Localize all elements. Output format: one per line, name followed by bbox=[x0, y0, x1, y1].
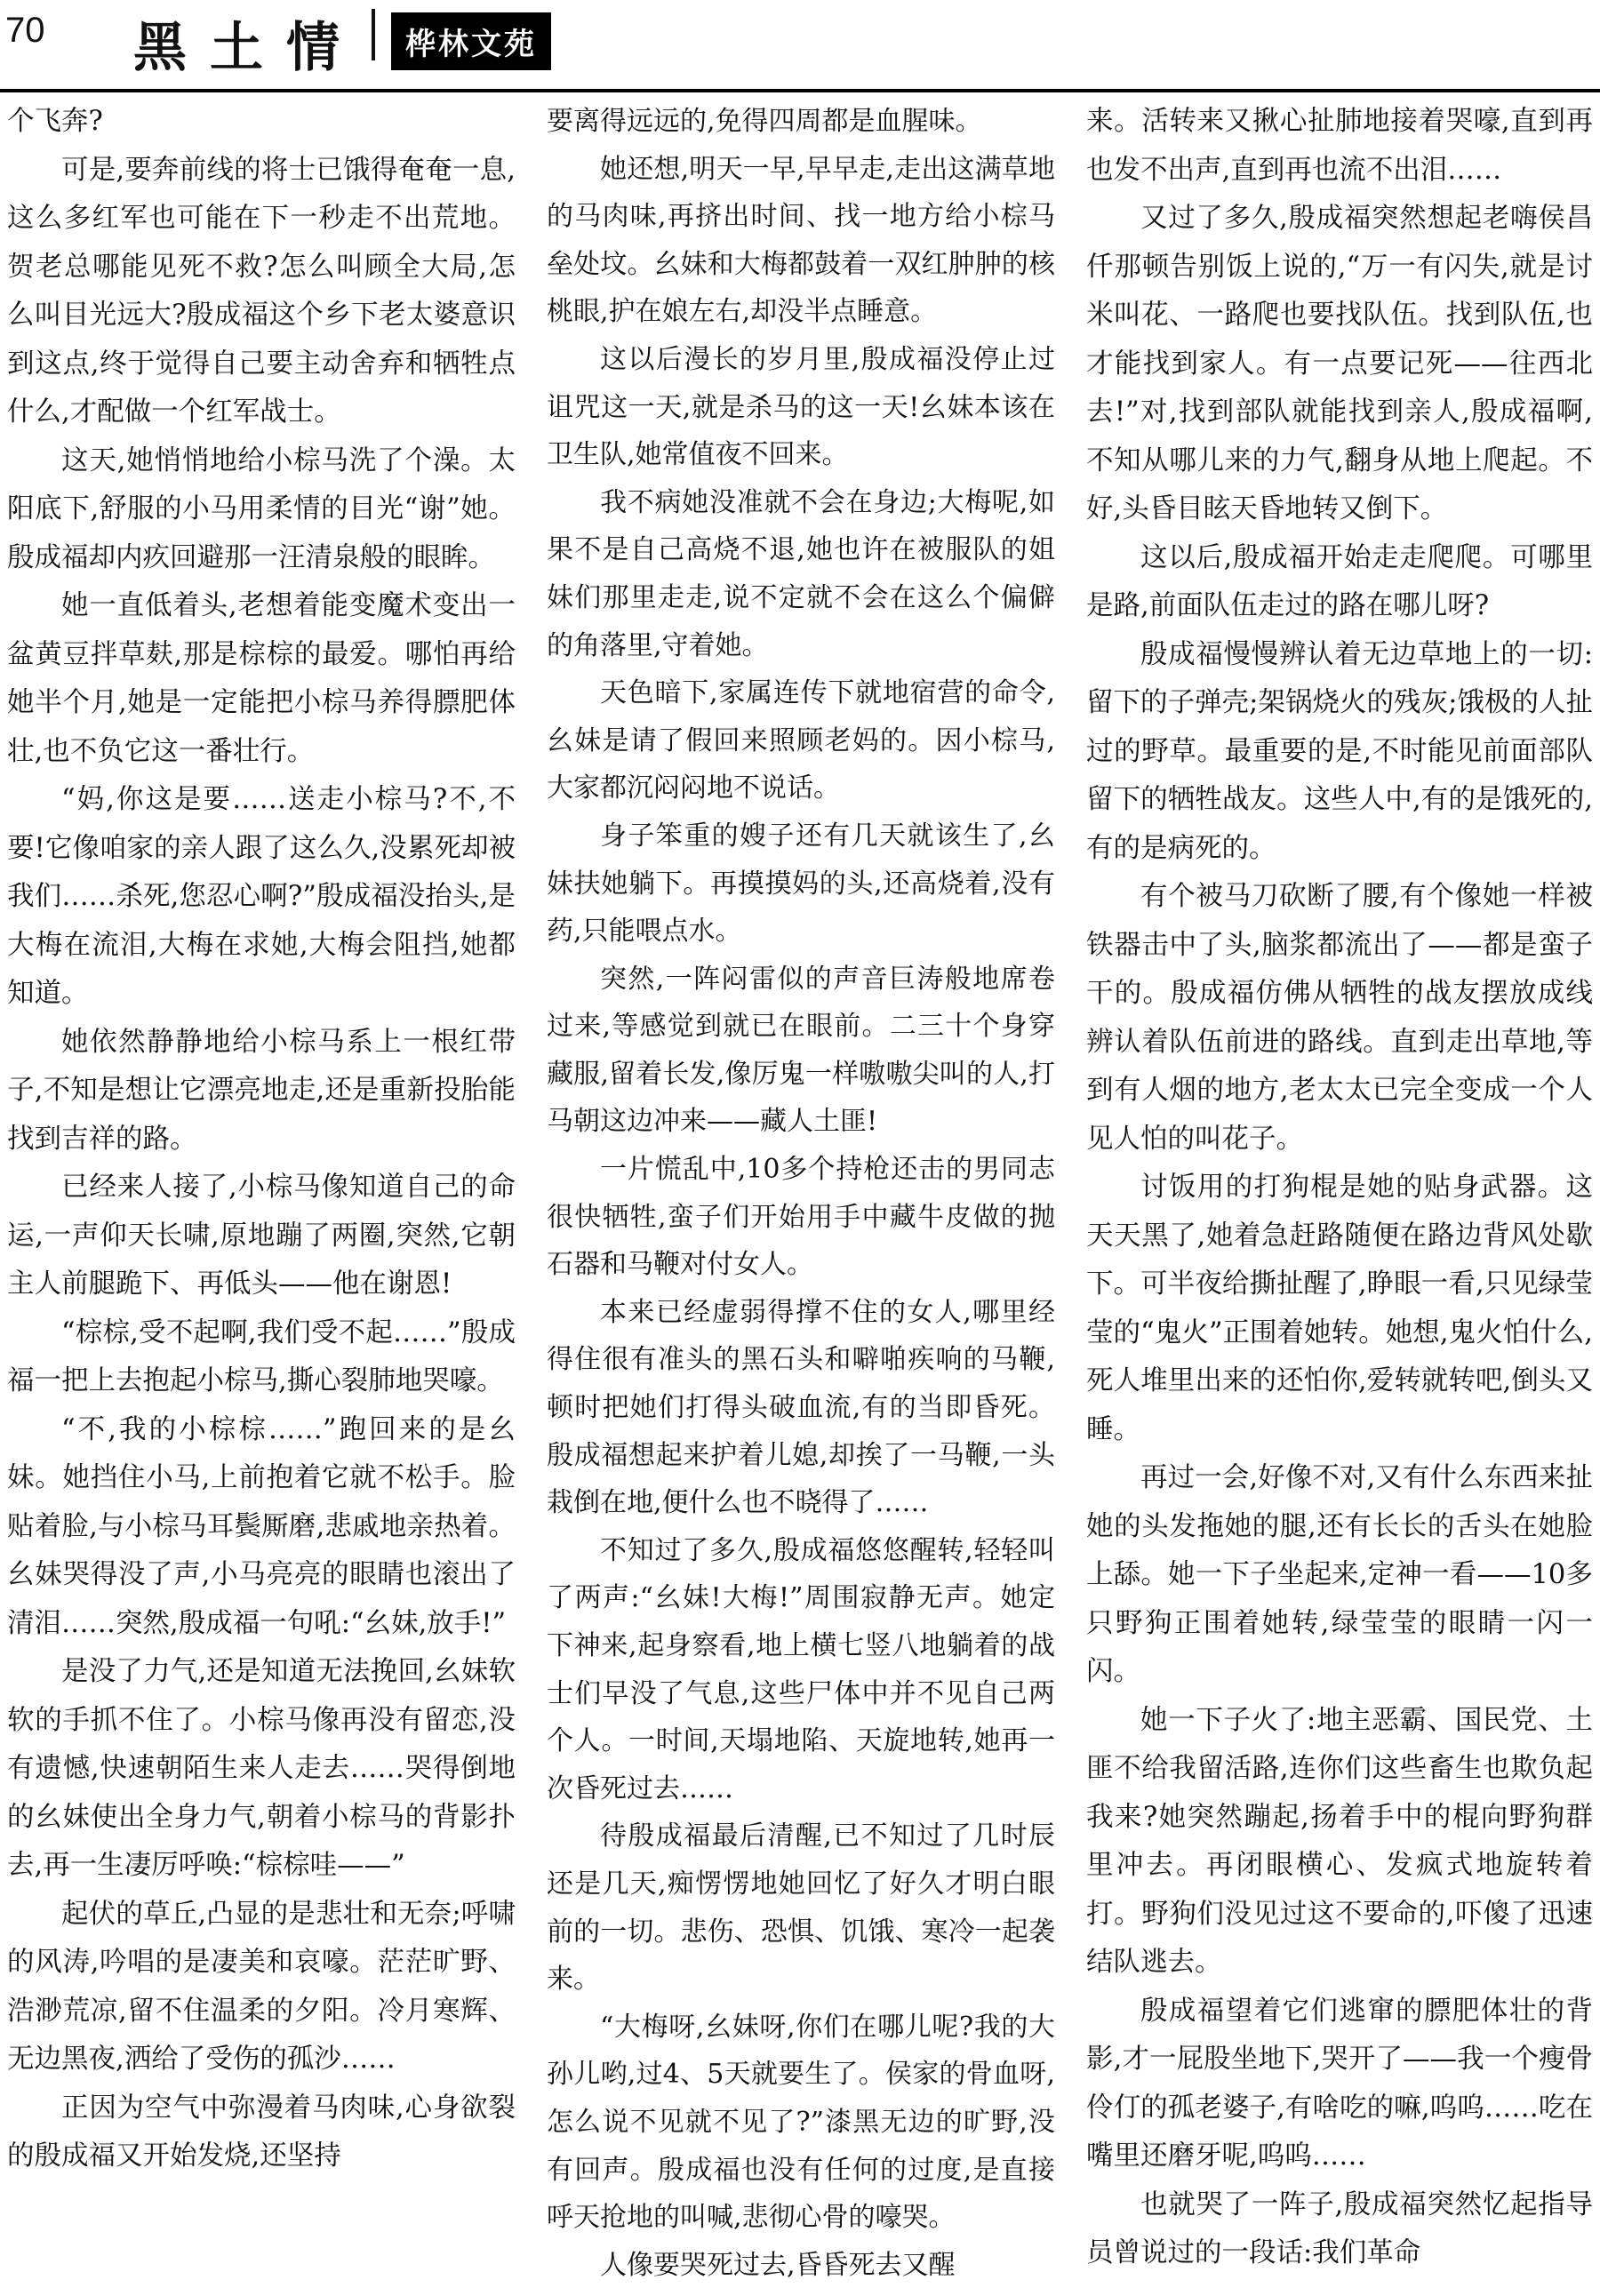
paragraph: 殷成福慢慢辨认着无边草地上的一切:留下的子弹壳;架锅烧火的残灰;饿极的人扯过的野草。最重要的是,不时能见前面部队留下的牺牲战友。这些人中,有的是饿死的,有的是病死的。 bbox=[1086, 638, 1593, 864]
paragraph: 不知过了多久,殷成福悠悠醒转,轻轻叫了两声:“幺妹!大梅!”周围寂静无声。她定下神来,起身察看,地上横七竖八地躺着的战士们早没了气息,这些尸体中并不见自己两个人。一时间,天塌地陷、天旋地转,她再一次昏死过去…… bbox=[547, 1534, 1055, 1804]
page-number: 70 bbox=[5, 11, 45, 50]
paragraph: 要离得远远的,免得四周都是血腥味。 bbox=[547, 106, 982, 137]
paragraph: 突然,一阵闷雷似的声音巨涛般地席卷过来,等感觉到就已在眼前。二三十个身穿藏服,留着长发,像厉鬼一样嗷嗷尖叫的人,打马朝这边冲来——藏人土匪! bbox=[547, 963, 1055, 1138]
paragraph: 人像要哭死过去,昏昏死去又醒 bbox=[600, 2249, 956, 2281]
text-column-left bbox=[7, 98, 516, 2181]
page-header bbox=[0, 0, 1600, 107]
paragraph: 身子笨重的嫂子还有几天就该生了,幺妹扶她躺下。再摸摸妈的头,还高烧着,没有药,只能喂点水。 bbox=[547, 820, 1055, 948]
paragraph: 她还想,明天一早,早早走,走出这满草地的马肉味,再挤出时间、找一地方给小棕马垒处坟。幺妹和大梅都鼓着一双红肿肿的核桃眼,护在娘左右,却没半点睡意。 bbox=[547, 153, 1055, 328]
paragraph: 已经来人接了,小棕马像知道自己的命运,一声仰天长啸,原地蹦了两圈,突然,它朝主人前腿跪下、再低头——他在谢恩! bbox=[7, 1172, 516, 1300]
magazine-title: 黑土情 bbox=[133, 17, 363, 79]
paragraph: “棕棕,受不起啊,我们受不起……”殷成福一把上去抱起小棕马,撕心裂肺地哭嚎。 bbox=[7, 1316, 516, 1396]
paragraph: “大梅呀,幺妹呀,你们在哪儿呢?我的大孙儿哟,过4、5天就要生了。侯家的骨血呀,怎么说不见就不见了?”漆黑无边的旷野,没有回声。殷成福也没有任何的过度,是直接呼天抢地的叫喊,悲彻心骨的嚎哭。 bbox=[547, 2011, 1055, 2234]
paragraph: 也就哭了一阵子,殷成福突然忆起指导员曾说过的一段话:我们革命 bbox=[1086, 2188, 1593, 2268]
section-tag: 桦林文苑 bbox=[391, 12, 551, 70]
paragraph: 殷成福望着它们逃窜的膘肥体壮的背影,才一屁股坐地下,哭开了——我一个瘦骨伶仃的孤老婆子,有啥吃的嘛,呜呜……吃在嘴里还磨牙呢,呜呜…… bbox=[1086, 1995, 1593, 2172]
paragraph: 本来已经虚弱得撑不住的女人,哪里经得住很有准头的黑石头和噼啪疾响的马鞭,顿时把她们打得头破血流,有的当即昏死。殷成福想起来护着儿媳,却挨了一马鞭,一头栽倒在地,便什么也不晓得了…… bbox=[547, 1296, 1055, 1519]
paragraph: 正因为空气中弥漫着马肉味,心身欲裂的殷成福又开始发烧,还坚持 bbox=[7, 2092, 516, 2172]
paragraph: 可是,要奔前线的将士已饿得奄奄一息,这么多红军也可能在下一秒走不出荒地。贺老总哪能见死不救?怎么叫顾全大局,怎么叫目光远大?殷成福这个乡下老太婆意识到这点,终于觉得自己要主动舍弃和牺牲点什么,才配做一个红军战士。 bbox=[7, 154, 516, 428]
paragraph: 我不病她没准就不会在身边;大梅呢,如果不是自己高烧不退,她也许在被服队的姐妹们那里走走,说不定就不会在这么个偏僻的角落里,守着她。 bbox=[547, 486, 1055, 661]
paragraph: “妈,你这是要……送走小棕马?不,不要!它像咱家的亲人跟了这么久,没累死却被我们……杀死,您忍心啊?”殷成福没抬头,是大梅在流泪,大梅在求她,大梅会阻挡,她都知道。 bbox=[7, 784, 516, 1009]
paragraph: 这以后,殷成福开始走走爬爬。可哪里是路,前面队伍走过的路在哪儿呀? bbox=[1086, 541, 1593, 621]
paragraph: 来。活转来又揪心扯肺地接着哭嚎,直到再也发不出声,直到再也流不出泪…… bbox=[1086, 106, 1593, 186]
paragraph: 这以后漫长的岁月里,殷成福没停止过诅咒这一天,就是杀马的这一天!幺妹本该在卫生队,她常值夜不回来。 bbox=[547, 343, 1055, 471]
header-separator bbox=[372, 9, 375, 60]
paragraph: 待殷成福最后清醒,已不知过了几时辰还是几天,痴愣愣地她回忆了好久才明白眼前的一切。悲伤、恐惧、饥饿、寒冷一起袭来。 bbox=[547, 1820, 1055, 1996]
paragraph: 这天,她悄悄地给小棕马洗了个澡。太阳底下,舒服的小马用柔情的目光“谢”她。殷成福却内疚回避那一汪清泉般的眼眸。 bbox=[7, 444, 516, 573]
paragraph: “不,我的小棕棕……”跑回来的是幺妹。她挡住小马,上前抱着它就不松手。脸贴着脸,与小棕马耳鬓厮磨,悲戚地亲热着。幺妹哭得没了声,小马亮亮的眼睛也滚出了清泪……突然,殷成福一句吼:“幺妹,放手!” bbox=[7, 1413, 516, 1639]
paragraph: 又过了多久,殷成福突然想起老嗨侯昌仟那顿告别饭上说的,“万一有闪失,就是讨米叫花、一路爬也要找队伍。找到队伍,也才能找到家人。有一点要记死——往西北去!”对,找到部队就能找到亲人,殷成福啊,不知从哪儿来的力气,翻身从地上爬起。不好,头昏目眩天昏地转又倒下。 bbox=[1086, 203, 1593, 524]
paragraph: 她一直低着头,老想着能变魔术变出一盆黄豆拌草麸,那是棕棕的最爱。哪怕再给她半个月,她是一定能把小棕马养得膘肥体壮,也不负它这一番壮行。 bbox=[7, 590, 516, 767]
paragraph: 一片慌乱中,10多个持枪还击的男同志很快牺牲,蛮子们开始用手中藏牛皮做的抛石器和马鞭对付女人。 bbox=[547, 1154, 1055, 1281]
text-column-right bbox=[1086, 98, 1593, 2278]
text-column-middle bbox=[547, 98, 1055, 2289]
paragraph: 再过一会,好像不对,又有什么东西来扯她的头发拖她的腿,还有长长的舌头在她脸上舔。她一下子坐起来,定神一看——10多只野狗正围着她转,绿莹莹的眼睛一闪一闪。 bbox=[1086, 1462, 1593, 1687]
paragraph: 她一下子火了:地主恶霸、国民党、土匪不给我留活路,连你们这些畜生也欺负起我来?她突然蹦起,扬着手中的棍向野狗群里冲去。再闭眼横心、发疯式地旋转着打。野狗们没见过这不要命的,吓傻了迅速结队逃去。 bbox=[1086, 1704, 1593, 1978]
paragraph: 讨饭用的打狗棍是她的贴身武器。这天天黑了,她着急赶路随便在路边背风处歇下。可半夜给撕扯醒了,睁眼一看,只见绿莹莹的“鬼火”正围着她转。她想,鬼火怕什么,死人堆里出来的还怕你,爱转就转吧,倒头又睡。 bbox=[1086, 1172, 1593, 1445]
header-rule bbox=[0, 89, 1600, 92]
paragraph: 是没了力气,还是知道无法挽回,幺妹软软的手抓不住了。小棕马像再没有留恋,没有遗憾,快速朝陌生来人走去……哭得倒地的幺妹使出全身力气,朝着小棕马的背影扑去,再一生凄厉呼唤:“棕棕哇——” bbox=[7, 1656, 516, 1881]
paragraph: 个飞奔? bbox=[7, 106, 103, 137]
paragraph: 起伏的草丘,凸显的是悲壮和无奈;呼啸的风涛,吟唱的是凄美和哀嚎。茫茫旷野、浩渺荒凉,留不住温柔的夕阳。冷月寒辉、无边黑夜,洒给了受伤的孤沙…… bbox=[7, 1898, 516, 2075]
paragraph: 她依然静静地给小棕马系上一根红带子,不知是想让它漂亮地走,还是重新投胎能找到吉祥的路。 bbox=[7, 1026, 516, 1155]
paragraph: 有个被马刀砍断了腰,有个像她一样被铁器击中了头,脑浆都流出了——都是蛮子干的。殷成福仿佛从牺牲的战友摆放成线辨认着队伍前进的路线。直到走出草地,等到有人烟的地方,老太太已完全变成一个人见人怕的叫花子。 bbox=[1086, 881, 1593, 1155]
paragraph: 天色暗下,家属连传下就地宿营的命令,幺妹是请了假回来照顾老妈的。因小棕马,大家都沉闷闷地不说话。 bbox=[547, 677, 1055, 804]
